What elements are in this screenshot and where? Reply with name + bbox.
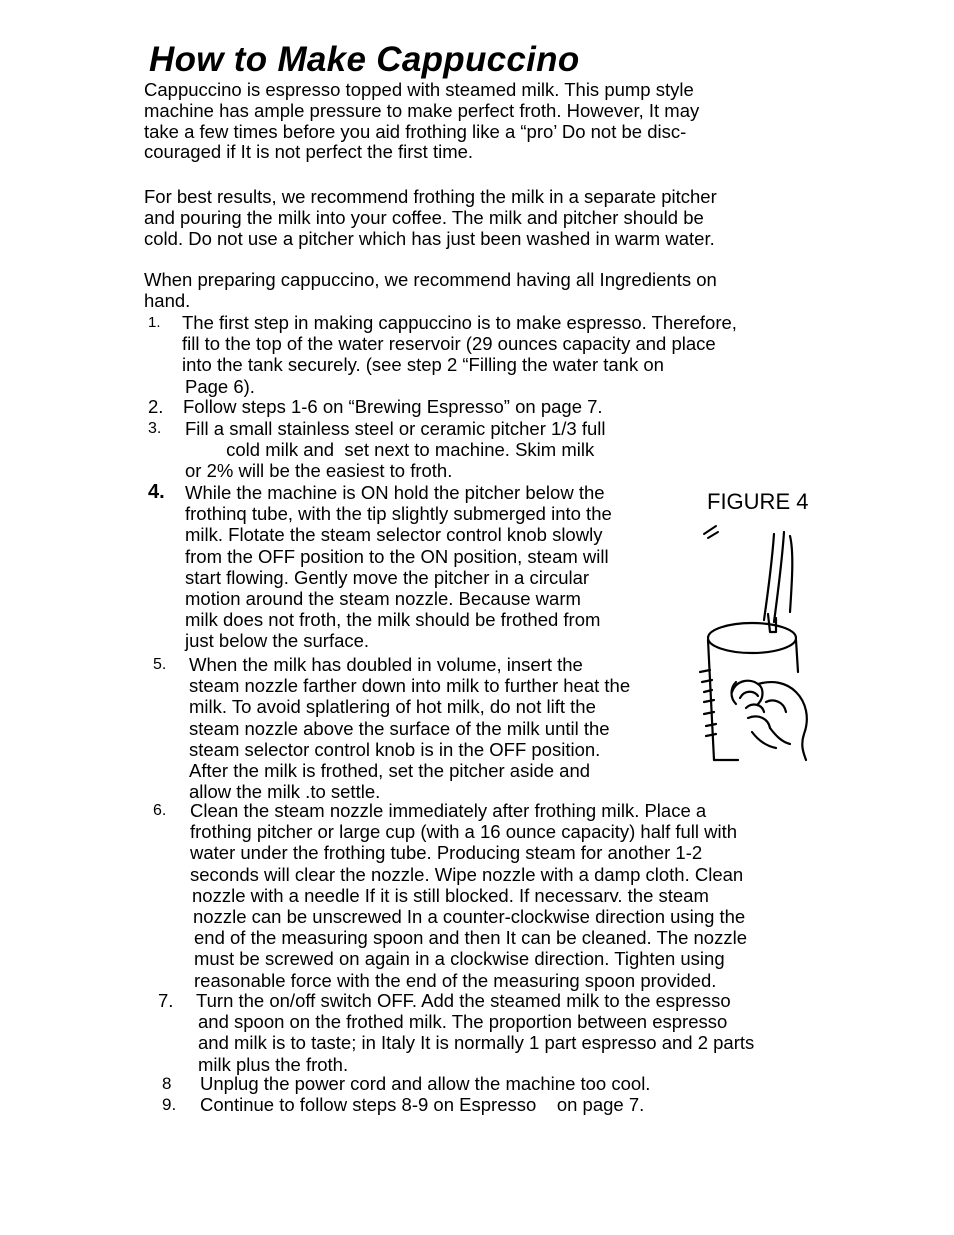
text-line: steam selector control knob is in the OFF position. xyxy=(189,738,601,760)
text-line: into the tank securely. (see step 2 “Filling the water tank on xyxy=(182,354,664,376)
text-line: Turn the on/off switch OFF. Add the steamed milk to the espresso xyxy=(196,990,731,1011)
text-line: or 2% will be the easiest to froth. xyxy=(185,460,453,482)
text-line: and spoon on the frothed milk. The proportion between espresso xyxy=(198,1011,728,1033)
text-line: couraged if It is not perfect the first time. xyxy=(144,141,474,163)
text-line: just below the surface. xyxy=(185,630,370,652)
text-line: start flowing. Gently move the pitcher in a circular xyxy=(185,566,590,588)
text-line: Page 6). xyxy=(185,375,255,397)
text-line: cold milk and set next to machine. Skim milk xyxy=(185,439,595,461)
step-number: 8 xyxy=(162,1074,172,1093)
text-line: Cappuccino is espresso topped with steamed milk. This pump style xyxy=(144,79,694,100)
text-line: must be screwed on again in a clockwise direction. Tighten using xyxy=(194,948,725,970)
text-line: nozzle can be unscrewed In a counter-clockwise direction using the xyxy=(193,906,746,928)
text-line: When the milk has doubled in volume, insert the xyxy=(189,654,583,675)
text-line: reasonable force with the end of the measuring spoon provided. xyxy=(194,969,717,991)
step-text xyxy=(182,312,737,397)
step-number: 9. xyxy=(162,1095,177,1114)
text-line: and milk is to taste; in Italy It is normally 1 part espresso and 2 parts xyxy=(198,1032,755,1054)
text-line: Unplug the power cord and allow the machine too cool. xyxy=(200,1073,651,1094)
text-line: machine has ample pressure to make perfect froth. However, It may xyxy=(144,99,700,121)
text-line: take a few times before you aid frothing like a “pro’ Do not be disc- xyxy=(144,120,687,142)
text-line: end of the measuring spoon and then It can be cleaned. The nozzle xyxy=(194,927,747,949)
text-line: frothinq tube, with the tip slightly submerged into the xyxy=(185,503,612,525)
text-line: cold. Do not use a pitcher which has just been washed in warm water. xyxy=(144,227,715,249)
step-number: 2. xyxy=(148,396,164,417)
text-line: While the machine is ON hold the pitcher below the xyxy=(185,482,605,503)
text-line: steam nozzle farther down into milk to further heat the xyxy=(189,675,631,697)
text-line: After the milk is frothed, set the pitcher aside and xyxy=(189,760,591,782)
intro-paragraph xyxy=(144,80,844,163)
text-line: hand. xyxy=(144,289,191,311)
step-text xyxy=(185,418,606,482)
figure-caption: FIGURE 4 xyxy=(707,489,809,514)
text-line: seconds will clear the nozzle. Wipe nozzle with a damp cloth. Clean xyxy=(190,863,744,885)
text-line: milk does not froth, the milk should be frothed from xyxy=(185,609,601,631)
text-line: motion around the steam nozzle. Because warm xyxy=(185,588,581,610)
text-line: and pouring the milk into your coffee. The milk and pitcher should be xyxy=(144,206,704,228)
text-line: allow the milk .to settle. xyxy=(189,781,381,803)
step-number: 3. xyxy=(148,420,162,437)
step-text xyxy=(196,990,754,1075)
step-number: 1. xyxy=(148,314,161,331)
step-text xyxy=(200,1073,650,1094)
text-line: milk. To avoid splatlering of hot milk, do not lift the xyxy=(189,696,596,718)
text-line: When preparing cappuccino, we recommend having all Ingredients on xyxy=(144,269,717,290)
text-line: Clean the steam nozzle immediately after frothing milk. Place a xyxy=(190,800,707,821)
text-line: nozzle with a needle If it is still blocked. If necessarv. the steam xyxy=(192,884,709,906)
text-line: fill to the top of the water reservoir (29 ounces capacity and place xyxy=(182,333,716,355)
step-number: 4. xyxy=(148,481,165,503)
text-line: milk. Flotate the steam selector control knob slowly xyxy=(185,524,603,546)
step-text xyxy=(200,1094,644,1115)
text-line: steam nozzle above the surface of the milk until the xyxy=(189,717,610,739)
step-text xyxy=(190,800,747,991)
step-text xyxy=(189,654,630,802)
tips-paragraph xyxy=(144,187,844,249)
text-line: For best results, we recommend frothing the milk in a separate pitcher xyxy=(144,186,717,207)
text-line: Continue to follow steps 8-9 on Espresso on page 7. xyxy=(200,1094,645,1115)
step-number: 7. xyxy=(158,990,174,1011)
step-text xyxy=(185,482,612,652)
text-line: frothing pitcher or large cup (with a 16 ounce capacity) half full with xyxy=(190,821,738,843)
text-line: The first step in making cappuccino is to make espresso. Therefore, xyxy=(182,312,737,333)
page-title: How to Make Cappuccino xyxy=(149,40,580,79)
pitcher-frothing-illustration-icon xyxy=(686,522,826,767)
text-line: Follow steps 1-6 on “Brewing Espresso” on page 7. xyxy=(183,396,603,417)
prep-paragraph xyxy=(144,270,844,312)
text-line: water under the frothing tube. Producing steam for another 1-2 xyxy=(190,842,703,864)
text-line: milk plus the froth. xyxy=(198,1053,349,1075)
step-text xyxy=(183,396,603,417)
text-line: from the OFF position to the ON position, steam will xyxy=(185,545,609,567)
text-line: Fill a small stainless steel or ceramic pitcher 1/3 full xyxy=(185,418,606,439)
step-number: 5. xyxy=(153,656,167,673)
step-number: 6. xyxy=(153,802,167,819)
